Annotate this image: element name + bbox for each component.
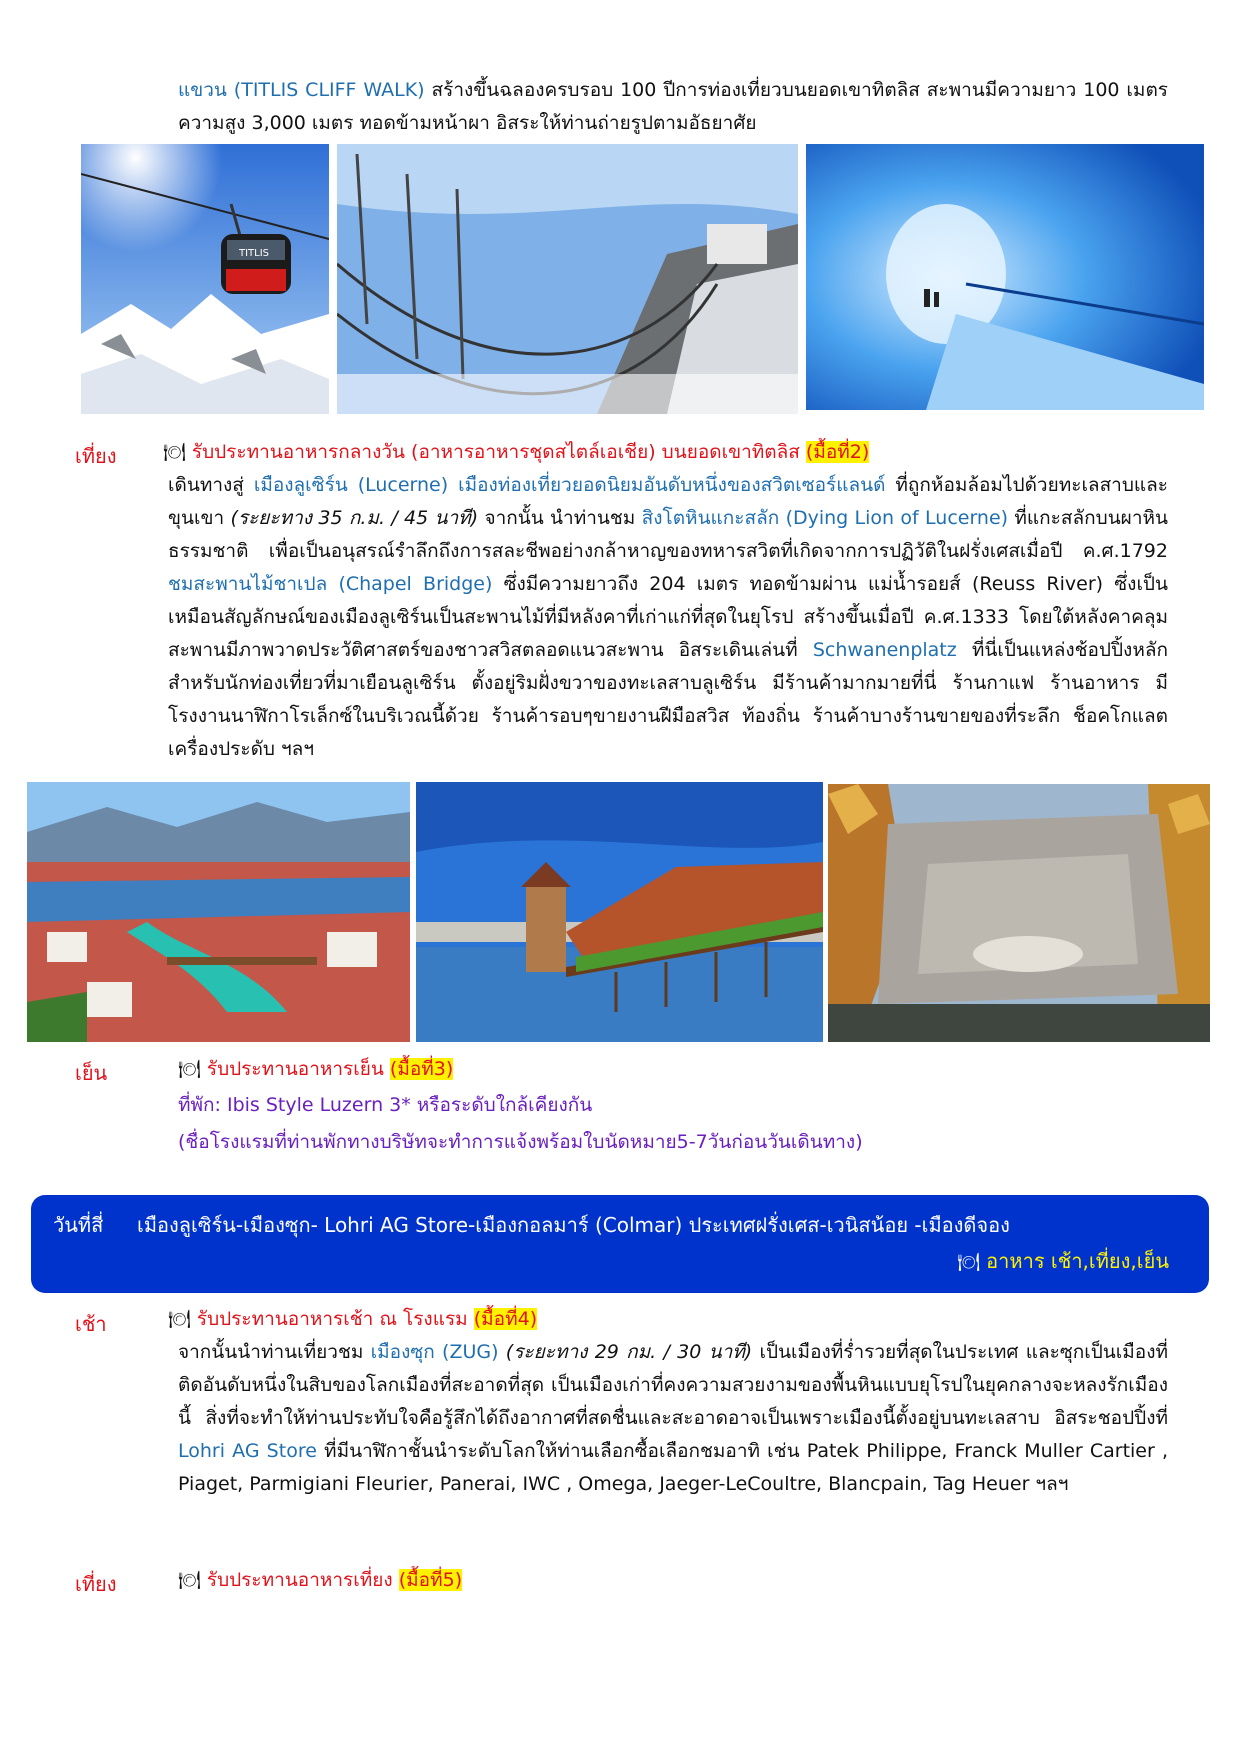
day-label: วันที่สี่ — [53, 1213, 104, 1237]
lion-monument-photo — [828, 784, 1210, 1042]
zug-distance: (ระยะทาง 29 กม. / 30 นาที) — [505, 1341, 753, 1363]
lohri-store-link: Lohri AG Store — [178, 1440, 317, 1462]
dinner-meal-badge: (มื้อที่3) — [389, 1058, 454, 1080]
chapel-bridge-photo — [416, 782, 823, 1042]
dish-icon: 🍽 — [163, 442, 186, 463]
dinner-label: เย็น — [75, 1061, 108, 1085]
day-meals — [957, 1245, 1169, 1277]
lunch-day4-label: เที่ยง — [75, 1572, 117, 1596]
lucerne-distance: (ระยะทาง 35 ก.ม. / 45 นาที) — [230, 507, 479, 529]
titlis-cable-car-photo — [81, 144, 329, 414]
dish-icon: 🍽 — [957, 1252, 981, 1273]
chapel-bridge-link: ชมสะพานไม้ชาเปล (Chapel Bridge) — [168, 573, 493, 595]
lunch-day4-meal-badge: (มื้อที่5) — [398, 1569, 463, 1591]
lucerne-text-4: ที่แกะสลักบนผาหินธรรมชาติ เพื่อเป็นอนุสรณ์รำลึกถึงการสละชีพอย่างกล้าหาญของทหารสวิตที่เกิดจากการปฏิวัติในฝรั่งเศสเมื่อปี ค.ศ.1792 — [168, 507, 1168, 562]
lucerne-text-3: จากนั้น นำท่านชม — [478, 507, 642, 529]
dinner-title-line — [178, 1053, 453, 1086]
lunch-title-line — [163, 436, 869, 469]
lunch-day4-title: รับประทานอาหารเที่ยง — [206, 1569, 393, 1591]
dish-icon: 🍽 — [178, 1059, 201, 1080]
lucerne-text-2: ที่ถูกห้อมล้อมไปด้วยทะเลสาบและขุนเขา — [168, 474, 1168, 529]
lucerne-text-6: ที่นี่เป็นแหล่งช้อปปิ้งหลักสำหรับนักท่องเที่ยวที่มาเยือนลูเซิร์น ตั้งอยู่ริมฝั่งขวาของทะเลสาบลูเซิร์น มีร้านค้ามากมายที่นี่ ร้านกาแฟ ร้านอาหาร มีโรงงานนาฬิกาโรเล็กซ์ในบริเวณนี้ด้วย ร้านค้ารอบๆขายงานฝีมือสวิส ท้องถิ่น ร้านค้าบางร้านขายของที่ระลึก ช็อคโกแลต เครื่องประดับ ฯลฯ — [168, 639, 1168, 760]
breakfast-title: รับประทานอาหารเช้า ณ โรงแรม — [196, 1308, 468, 1330]
day-meals-text: อาหาร เช้า,เที่ยง,เย็น — [986, 1249, 1169, 1273]
dish-icon: 🍽 — [168, 1309, 191, 1330]
hotel-note: (ชื่อโรงแรมที่ท่านพักทางบริษัทจะทำการแจ้งพร้อมใบนัดหมาย5-7วันก่อนวันเดินทาง) — [178, 1131, 863, 1153]
day-four-banner — [31, 1195, 1209, 1293]
schwanenplatz-link: Schwanenplatz — [812, 639, 957, 661]
zug-text-2 — [499, 1341, 506, 1363]
day-route: เมืองลูเซิร์น-เมืองซุก- Lohri AG Store-เมืองกอลมาร์ (Colmar) ประเทศฝรั่งเศส-เวนิสน้อย -เมืองดีจอง — [137, 1213, 1010, 1237]
lunch-title: รับประทานอาหารกลางวัน (อาหารอาหารชุดสไตล์เอเชีย) บนยอดเขาทิตลิส — [191, 441, 800, 463]
breakfast-label: เช้า — [75, 1312, 107, 1336]
dinner-title: รับประทานอาหารเย็น — [206, 1058, 384, 1080]
glacier-cave-photo — [806, 144, 1204, 410]
hotel-line: ที่พัก: Ibis Style Luzern 3* หรือระดับใกล้เคียงกัน — [178, 1094, 593, 1116]
cliff-walk-bridge-photo — [337, 144, 798, 414]
lucerne-text-5: ซึ่งมีความยาวถึง 204 เมตร ทอดข้ามผ่าน แม่น้ำรอยส์ (Reuss River) ซึ่งเป็นเหมือนสัญลักษณ์ของเมืองลูเซิร์นเป็นสะพานไม้ที่มีหลังคาที่เก่าแก่ที่สุดในยุโรป สร้างขึ้นเมื่อปี ค.ศ.1333 โดยใต้หลังคาคลุมสะพานมีภาพวาดประวัติศาสตร์ของชาวสวิสตลอดแนวสะพาน อิสระเดินเล่นที่ — [168, 573, 1168, 661]
lunch-day4-title-line — [178, 1564, 462, 1597]
intro-text: สร้างขึ้นฉลองครบรอบ 100 ปีการท่องเที่ยวบนยอดเขาทิตลิส สะพานมีความยาว 100 เมตร ความสูง 3,000 เมตร ทอดข้ามหน้าผา อิสระให้ท่านถ่ายรูปตามอัธยาศัย — [178, 79, 1168, 134]
dish-icon: 🍽 — [178, 1570, 201, 1591]
lunch-meal-badge: (มื้อที่2) — [805, 441, 870, 463]
cabin-text: TITLIS — [239, 248, 270, 259]
lucerne-city-photo — [27, 782, 410, 1042]
zug-link: เมืองซุก (ZUG) — [370, 1341, 499, 1363]
cliff-walk-link: แขวน (TITLIS CLIFF WALK) — [178, 79, 425, 101]
breakfast-title-line — [168, 1303, 537, 1336]
zug-text-4: ที่มีนาฬิกาชั้นนำระดับโลกให้ท่านเลือกซื้อเลือกชมอาทิ เช่น Patek Philippe, Franck Muller Cartier , Piaget, Parmigiani Fleurier, Panerai, IWC , Omega, Jaeger-LeCoultre, Blancpain, Tag Heuer ฯลฯ — [178, 1440, 1168, 1495]
zug-paragraph — [178, 1336, 1168, 1501]
lucerne-paragraph — [168, 469, 1168, 766]
zug-text-1: จากนั้นนำท่านเที่ยวชม — [178, 1341, 371, 1363]
lucerne-link: เมืองลูเซิร์น (Lucerne) เมืองท่องเที่ยวยอดนิยมอันดับหนึ่งของสวิตเซอร์แลนด์ — [253, 474, 886, 496]
intro-paragraph — [178, 74, 1168, 140]
breakfast-meal-badge: (มื้อที่4) — [473, 1308, 538, 1330]
zug-text-3: เป็นเมืองที่ร่ำรวยที่สุดในประเทศ และซุกเป็นเมืองที่ติดอันดับหนึ่งในสิบของโลกเมืองที่สะอาดที่สุด เป็นเมืองเก่าที่คงความสวยงามของพื้นหินแบบยุโรปในยุคกลางจะหลงรักเมืองนี้ สิ่งที่จะทำให้ท่านประทับใจคือรู้สึกได้ถึงอากาศที่สดชื่นและสะอาดอาจเป็นเพราะเมืองนี้ตั้งอยู่บนทะเลสาบ อิสระชอปปิ้งที่ — [178, 1341, 1168, 1429]
lunch-label: เที่ยง — [75, 444, 117, 468]
lucerne-text-1: เดินทางสู่ — [168, 474, 254, 496]
dying-lion-link: สิงโตหินแกะสลัก (Dying Lion of Lucerne) — [641, 507, 1009, 529]
